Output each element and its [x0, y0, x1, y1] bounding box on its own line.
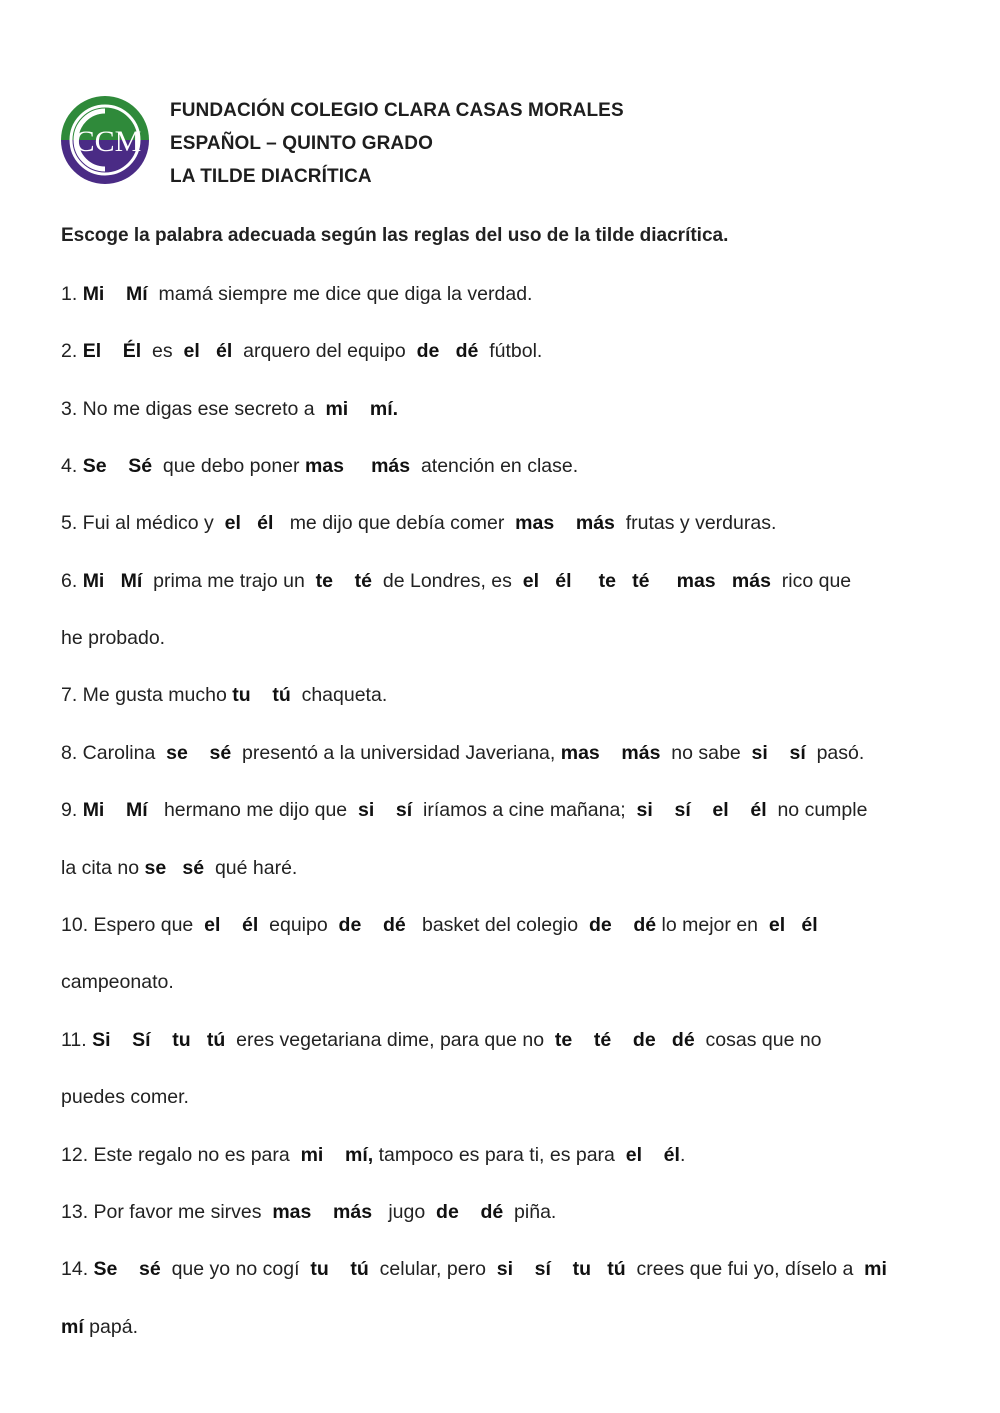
line-text: 11.: [61, 1029, 93, 1051]
line-text: iríamos a cine mañana;: [412, 799, 637, 821]
exercise-line: [61, 682, 387, 708]
line-text: chaqueta.: [290, 684, 388, 706]
line-text: crees que fui yo, díselo a: [625, 1258, 865, 1280]
line-text: [572, 570, 599, 592]
line-text: 13. Por favor me sirves: [61, 1201, 273, 1223]
exercise-line: [61, 797, 867, 823]
line-text: fútbol.: [478, 340, 543, 362]
word-choice: de dé: [588, 914, 657, 936]
word-choice: el él: [768, 914, 818, 936]
word-choice: Se sé: [93, 1258, 161, 1280]
word-choice: de dé: [416, 340, 479, 362]
word-choice: mas más: [515, 512, 615, 534]
word-choice: si sí el él: [636, 799, 767, 821]
word-choice: te té: [598, 570, 650, 592]
word-choice: mas más: [560, 742, 661, 764]
word-choice: de dé: [338, 914, 406, 936]
line-text: .: [679, 1144, 686, 1166]
subject-grade: ESPAÑOL – QUINTO GRADO: [170, 133, 433, 154]
word-choice: Mi Mí: [82, 283, 148, 305]
line-text: papá.: [83, 1316, 138, 1338]
line-text: arquero del equipo: [232, 340, 417, 362]
line-text: eres vegetariana dime, para que no: [225, 1029, 555, 1051]
word-choice: si sí tu tú: [496, 1258, 626, 1280]
line-text: jugo: [372, 1201, 437, 1223]
word-choice: se sé: [166, 742, 232, 764]
exercise-line: [61, 281, 532, 307]
line-text: 5. Fui al médico y: [61, 512, 225, 534]
word-choice: Si Sí tu tú: [92, 1029, 226, 1051]
line-text: 4.: [61, 455, 83, 477]
line-text: 6.: [61, 570, 83, 592]
exercise-line: [61, 1027, 822, 1053]
word-choice: te té: [315, 570, 373, 592]
line-text: 1.: [61, 283, 83, 305]
line-text: 9.: [61, 799, 83, 821]
line-text: basket del colegio: [405, 914, 589, 936]
exercise-line: [61, 510, 776, 536]
line-text: prima me trajo un: [142, 570, 316, 592]
exercise-line: [61, 396, 398, 422]
line-text: celular, pero: [368, 1258, 497, 1280]
line-text: 7. Me gusta mucho: [61, 684, 233, 706]
school-name: FUNDACIÓN COLEGIO CLARA CASAS MORALES: [170, 100, 624, 121]
line-text: hermano me dijo que: [147, 799, 358, 821]
instructions: Escoge la palabra adecuada según las reglas del uso de la tilde diacrítica.: [61, 225, 729, 246]
word-choice: mas más: [272, 1201, 373, 1223]
exercise-line: [61, 1199, 556, 1225]
exercise-line: [61, 1256, 887, 1282]
word-choice: el él: [204, 914, 259, 936]
exercise-line: [61, 1142, 685, 1168]
line-text: mamá siempre me dice que diga la verdad.: [147, 283, 533, 305]
line-text: es: [141, 340, 184, 362]
word-choice: te té de dé: [554, 1029, 695, 1051]
logo-letters: CCM: [74, 125, 142, 158]
line-text: no sabe: [660, 742, 752, 764]
line-text: atención en clase.: [410, 455, 579, 477]
word-choice: Mi Mí: [82, 799, 148, 821]
line-text: me dijo que debía comer: [273, 512, 516, 534]
line-text: de Londres, es: [372, 570, 523, 592]
line-text: tampoco es para ti, es para: [373, 1144, 626, 1166]
word-choice: si sí: [357, 799, 413, 821]
word-choice: mi mí,: [300, 1144, 374, 1166]
line-text: rico que: [770, 570, 852, 592]
line-text: 12. Este regalo no es para: [61, 1144, 301, 1166]
word-choice: El Él: [82, 340, 142, 362]
exercise-line: [61, 1314, 138, 1340]
document-header: [170, 94, 624, 193]
line-text: cosas que no: [694, 1029, 822, 1051]
word-choice: mas más: [304, 455, 411, 477]
exercise-line: [61, 568, 851, 594]
school-logo: [60, 95, 150, 185]
exercise-line: [61, 625, 165, 651]
word-choice: mas más: [676, 570, 771, 592]
word-choice: el él: [522, 570, 572, 592]
line-text: lo mejor en: [656, 914, 769, 936]
line-text: he probado.: [61, 627, 166, 649]
line-text: piña.: [503, 1201, 557, 1223]
line-text: qué haré.: [204, 857, 298, 879]
word-choice: el él: [625, 1144, 680, 1166]
line-text: 3. No me digas ese secreto a: [61, 398, 326, 420]
worksheet-title: LA TILDE DIACRÍTICA: [170, 166, 372, 187]
word-choice: el él: [224, 512, 274, 534]
word-choice: mi: [864, 1258, 887, 1280]
word-choice: el él: [183, 340, 233, 362]
word-choice: mi mí.: [325, 398, 399, 420]
word-choice: tu tú: [310, 1258, 369, 1280]
exercise-line: [61, 338, 542, 364]
line-text: 10. Espero que: [61, 914, 205, 936]
line-text: puedes comer.: [61, 1086, 189, 1108]
exercise-line: [61, 969, 174, 995]
word-choice: mí: [61, 1316, 84, 1338]
line-text: no cumple: [766, 799, 868, 821]
line-text: frutas y verduras.: [614, 512, 777, 534]
line-text: 8. Carolina: [61, 742, 167, 764]
line-text: que debo poner: [152, 455, 305, 477]
exercise-line: [61, 855, 297, 881]
word-choice: Mi Mí: [82, 570, 143, 592]
line-text: que yo no cogí: [160, 1258, 311, 1280]
line-text: campeonato.: [61, 971, 174, 993]
line-text: la cita no: [61, 857, 145, 879]
line-text: equipo: [258, 914, 339, 936]
line-text: presentó a la universidad Javeriana,: [231, 742, 561, 764]
word-choice: de dé: [436, 1201, 504, 1223]
exercise-line: [61, 912, 818, 938]
exercise-line: [61, 740, 864, 766]
exercise-line: [61, 453, 578, 479]
word-choice: se sé: [144, 857, 205, 879]
line-text: pasó.: [805, 742, 865, 764]
line-text: [650, 570, 677, 592]
word-choice: tu tú: [232, 684, 291, 706]
line-text: 2.: [61, 340, 83, 362]
line-text: 14.: [61, 1258, 94, 1280]
exercise-line: [61, 1084, 189, 1110]
word-choice: Se Sé: [82, 455, 153, 477]
word-choice: si sí: [751, 742, 806, 764]
